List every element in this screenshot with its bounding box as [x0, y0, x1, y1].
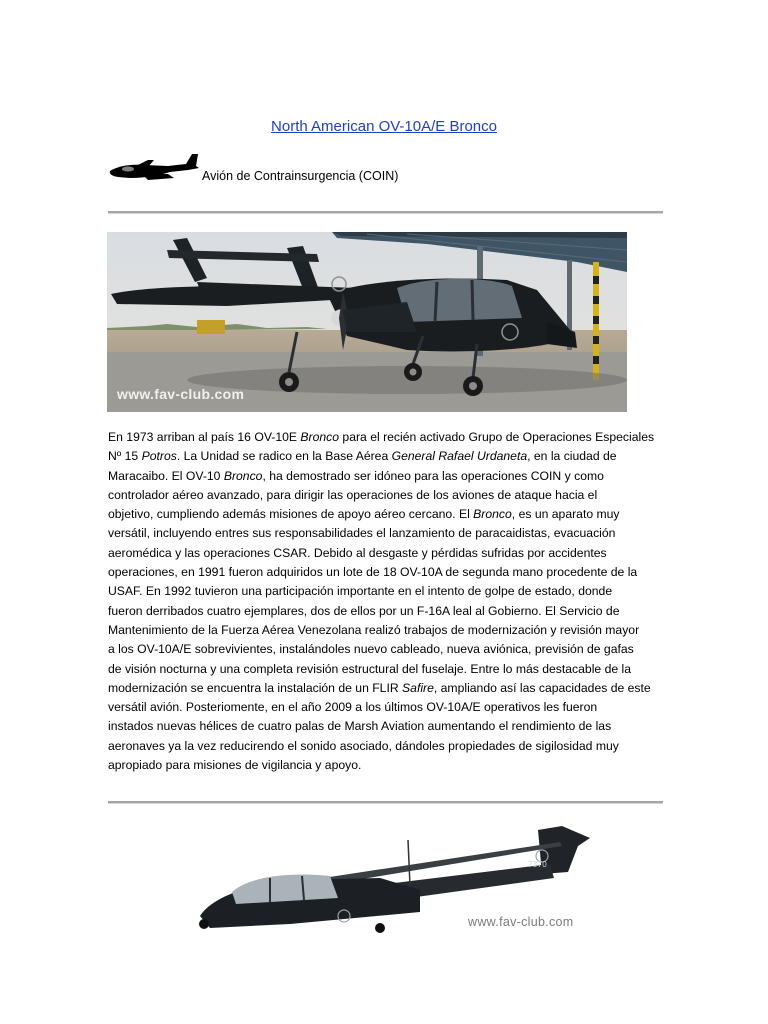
italic-term: Safire: [402, 680, 434, 695]
italic-term: Bronco: [473, 507, 512, 522]
body-line: modernización se encuentra la instalación de un FLIR Safire, ampliando así las capacidades de este: [108, 680, 651, 695]
italic-term: General Rafael Urdaneta: [391, 449, 528, 464]
italic-term: Bronco: [223, 468, 263, 483]
body-line: Maracaibo. El OV-10 Bronco, ha demostrado ser idóneo para las operaciones COIN y como: [108, 468, 604, 483]
body-line: fueron derribados cuatro ejemplares, dos de ellos por un F-16A leal al Gobierno. El Servicio de: [108, 603, 620, 618]
body-line: Nº 15 Potros. La Unidad se radico en la Base Aérea General Rafael Urdaneta, en la ciudad de: [108, 449, 617, 464]
body-line: apropiado para misiones de vigilancia y apoyo.: [108, 758, 362, 773]
aircraft-silhouette-icon: [108, 150, 200, 186]
italic-term: Potros: [141, 449, 177, 464]
body-line: USAF. En 1992 tuvieron una participación importante en el intento de golpe de estado, donde: [108, 584, 613, 599]
subtitle-row: [108, 150, 668, 190]
article-body: [108, 428, 664, 775]
body-line: operaciones, en 1991 fueron adquiridos un lote de 18 OV-10A de segunda mano procedente de la: [108, 565, 638, 580]
subtitle: Avión de Contrainsurgencia (COIN): [202, 169, 399, 183]
profile-tail-number: 7370: [528, 860, 547, 869]
body-line: a los OV-10A/E sobrevivientes, instalándoles nuevo cableado, nueva aviónica, previsión de gafas: [108, 642, 634, 657]
italic-term: Bronco: [300, 430, 340, 444]
body-line: aeronaves ya la vez reducirendo el sonido asociado, dándoles propiedades de sigilosidad muy: [108, 738, 619, 753]
body-line: versátil, incluyendo entres sus responsabilidades el lanzamiento de paracaidistas, evacuación: [108, 526, 616, 541]
title-link[interactable]: North American OV-10A/E Bronco: [271, 118, 497, 135]
profile-watermark: www.fav-club.com: [468, 915, 574, 929]
divider-top: [108, 211, 663, 214]
body-line: de visión nocturna y una completa revisión estructural del fuselaje. Entre lo más destacable de la: [108, 661, 631, 676]
body-line: instados nuevas hélices de cuatro palas de Marsh Aviation aumentando el rendimiento de las: [108, 719, 612, 734]
photo-watermark: www.fav-club.com: [117, 386, 245, 402]
body-line: objetivo, cumpliendo además misiones de apoyo aéreo cercano. El Bronco, es un aparato muy: [108, 507, 620, 522]
body-line: versátil avión. Posteriomente, en el año 2009 a los últimos OV-10A/E operativos les fueron: [108, 700, 598, 715]
body-line: controlador aéreo avanzado, para dirigir las operaciones de los aviones de ataque hacia el: [108, 487, 598, 502]
body-line: En 1973 arriban al país 16 OV-10E Bronco para el recién activado Grupo de Operaciones Especiales: [108, 430, 655, 444]
ov-10-bronco-photo: [107, 232, 627, 412]
page-title: [0, 118, 768, 135]
ov-10-bronco-profile: [170, 820, 600, 936]
body-line: Mantenimiento de la Fuerza Aérea Venezolana realizó trabajos de modernización y revisión mayor: [108, 622, 640, 637]
divider-bottom: [108, 801, 663, 804]
body-line: aeromédica y las operaciones CSAR. Debido al desgaste y pérdidas sufridas por accidentes: [108, 545, 607, 560]
